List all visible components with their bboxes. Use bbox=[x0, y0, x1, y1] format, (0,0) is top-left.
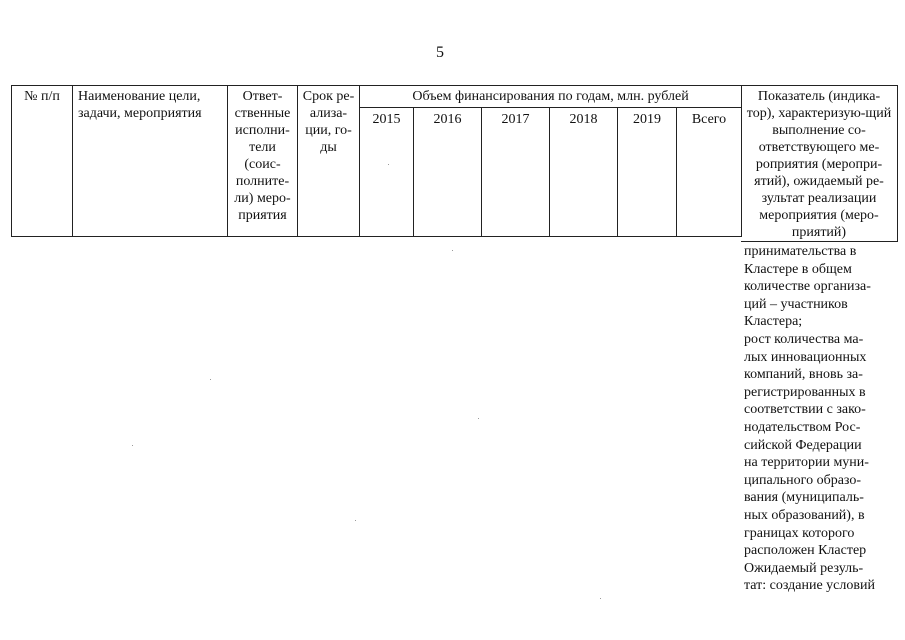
indicator-line: на территории муни- bbox=[744, 455, 869, 471]
indicator-line: расположен Кластер bbox=[744, 543, 867, 559]
indicator-line: соответствии с зако- bbox=[744, 402, 866, 418]
header-year-2019: 2019 bbox=[618, 108, 677, 237]
indicator-line: количестве организа- bbox=[744, 279, 871, 295]
indicator-line: вания (муниципаль- bbox=[744, 490, 864, 506]
header-year-2015: 2015 bbox=[360, 108, 414, 237]
indicator-continuation-text bbox=[744, 243, 896, 595]
header-financing: Объем финансирования по годам, млн. рублей bbox=[360, 86, 742, 108]
indicator-line: ципального образо- bbox=[744, 472, 862, 488]
header-year-2016: 2016 bbox=[414, 108, 482, 237]
indicator-line: Ожидаемый резуль- bbox=[744, 560, 864, 576]
indicator-line: границах которого bbox=[744, 525, 855, 541]
indicator-line: тат: создание условий bbox=[744, 578, 875, 594]
indicator-line: ций – участников bbox=[744, 296, 848, 312]
header-indicator: Показатель (индика-тор), характеризую-щий выполнение со-ответствующего ме-роприятия (меропри-ятий), ожидаемый ре-зультат реализации мероприятия (меро-приятий) bbox=[741, 85, 898, 242]
indicator-line: сийской Федерации bbox=[744, 437, 862, 453]
indicator-line: принимательства в bbox=[744, 244, 857, 259]
header-total: Всего bbox=[677, 108, 742, 237]
indicator-line: компаний, вновь за- bbox=[744, 367, 863, 383]
scan-speck bbox=[478, 418, 479, 419]
header-responsible: Ответ-ственные исполни-тели (соис-полните-ли) меро-приятия bbox=[228, 86, 298, 237]
header-term: Срок ре-ализа-ции, го-ды bbox=[298, 86, 360, 237]
header-num: № п/п bbox=[12, 86, 73, 237]
scan-speck bbox=[600, 598, 601, 599]
indicator-line: Кластере в общем bbox=[744, 261, 852, 277]
indicator-line: регистрированных в bbox=[744, 384, 866, 400]
indicator-line: лых инновационных bbox=[744, 349, 867, 365]
page-number: 5 bbox=[436, 44, 444, 61]
indicator-line: Кластера; bbox=[744, 314, 803, 330]
header-year-2018: 2018 bbox=[550, 108, 618, 237]
plan-table bbox=[11, 85, 742, 237]
indicator-line: рост количества ма- bbox=[744, 331, 864, 347]
scan-speck bbox=[355, 520, 356, 521]
scan-speck bbox=[452, 250, 453, 251]
scan-speck bbox=[132, 445, 133, 446]
header-name: Наименование цели, задачи, мероприятия bbox=[73, 86, 228, 237]
indicator-line: нодательством Рос- bbox=[744, 419, 861, 435]
scan-speck bbox=[388, 164, 389, 165]
scan-speck bbox=[210, 379, 211, 380]
header-year-2017: 2017 bbox=[482, 108, 550, 237]
indicator-line: ных образований), в bbox=[744, 507, 865, 523]
